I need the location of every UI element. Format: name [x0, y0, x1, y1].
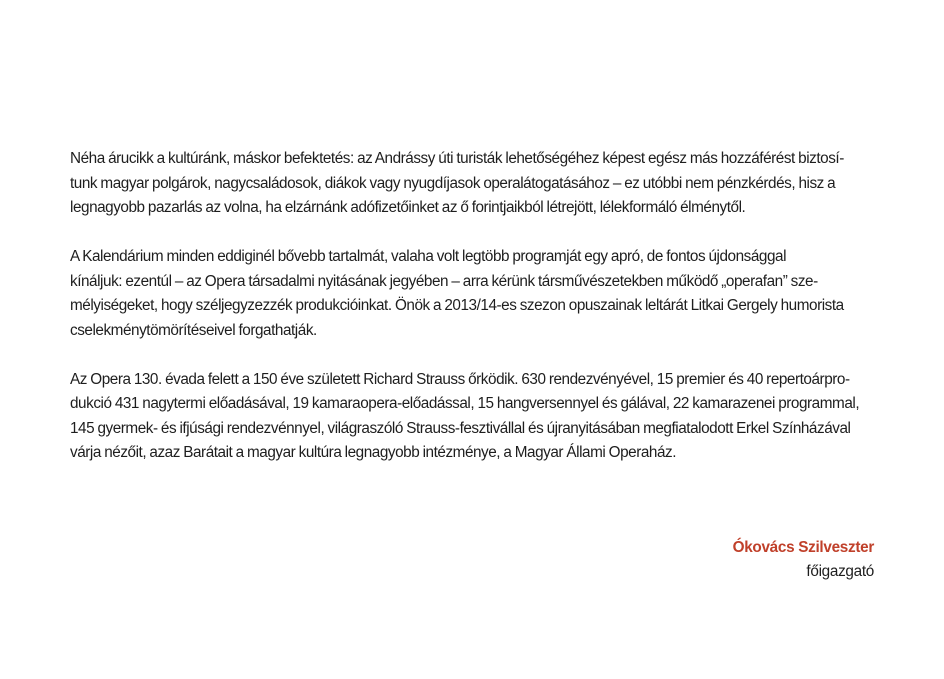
paragraph-2	[70, 245, 882, 343]
paragraph-line: várja nézőit, azaz Barátait a magyar kultúra legnagyobb intézménye, a Magyar Állami Operaház.	[70, 444, 677, 461]
paragraph-line: kínáljuk: ezentúl – az Opera társadalmi nyitásának jegyében – arra kérünk társművészetekben működő „operafan” sze-	[70, 272, 818, 290]
paragraph-line: legnagyobb pazarlás az volna, ha elzárnánk adófizetőinket az ő forintjaikból létrejött, lélekformáló élménytől.	[70, 199, 746, 216]
paragraph-line: 145 gyermek- és ifjúsági rendezvénnyel, világraszóló Strauss-fesztivállal és újranyitásában megfiatalodott Erkel Színházával	[70, 419, 851, 437]
paragraph-line: mélyiségeket, hogy széljegyzezzék produkcióinkat. Önök a 2013/14-es szezon opuszainak leltárát Litkai Gergely humorista	[70, 297, 844, 314]
paragraph-line: A Kalendárium minden eddiginél bővebb tartalmát, valaha volt legtöbb programját egy apró, de fontos újdonsággal	[70, 248, 787, 265]
signature-title: főigazgató	[806, 563, 874, 580]
paragraph-1	[70, 147, 882, 221]
paragraph-line: Néha árucikk a kultúránk, máskor befektetés: az Andrássy úti turisták lehetőségéhez képest egész más hozzáférést biztosí-	[70, 150, 844, 167]
paragraph-line: tunk magyar polgárok, nagycsaládosok, diákok vagy nyugdíjasok operalátogatásához – ez utóbbi nem pénzkérdés, hisz a	[70, 174, 836, 192]
signature-name: Ókovács Szilveszter	[732, 539, 874, 556]
body-text	[70, 147, 882, 466]
paragraph-3	[70, 368, 882, 466]
paragraph-line: cselekménytömörítéseivel forgathatják.	[70, 321, 317, 339]
paragraph-line: dukció 431 nagytermi előadásával, 19 kamaraopera-előadással, 15 hangversennyel és gálával, 22 kamarazenei programmal,	[70, 395, 860, 412]
paragraph-line: Az Opera 130. évada felett a 150 éve született Richard Strauss őrködik. 630 rendezvényével, 15 premier és 40 repertoárpro-	[70, 370, 850, 388]
signature-block	[733, 536, 874, 584]
